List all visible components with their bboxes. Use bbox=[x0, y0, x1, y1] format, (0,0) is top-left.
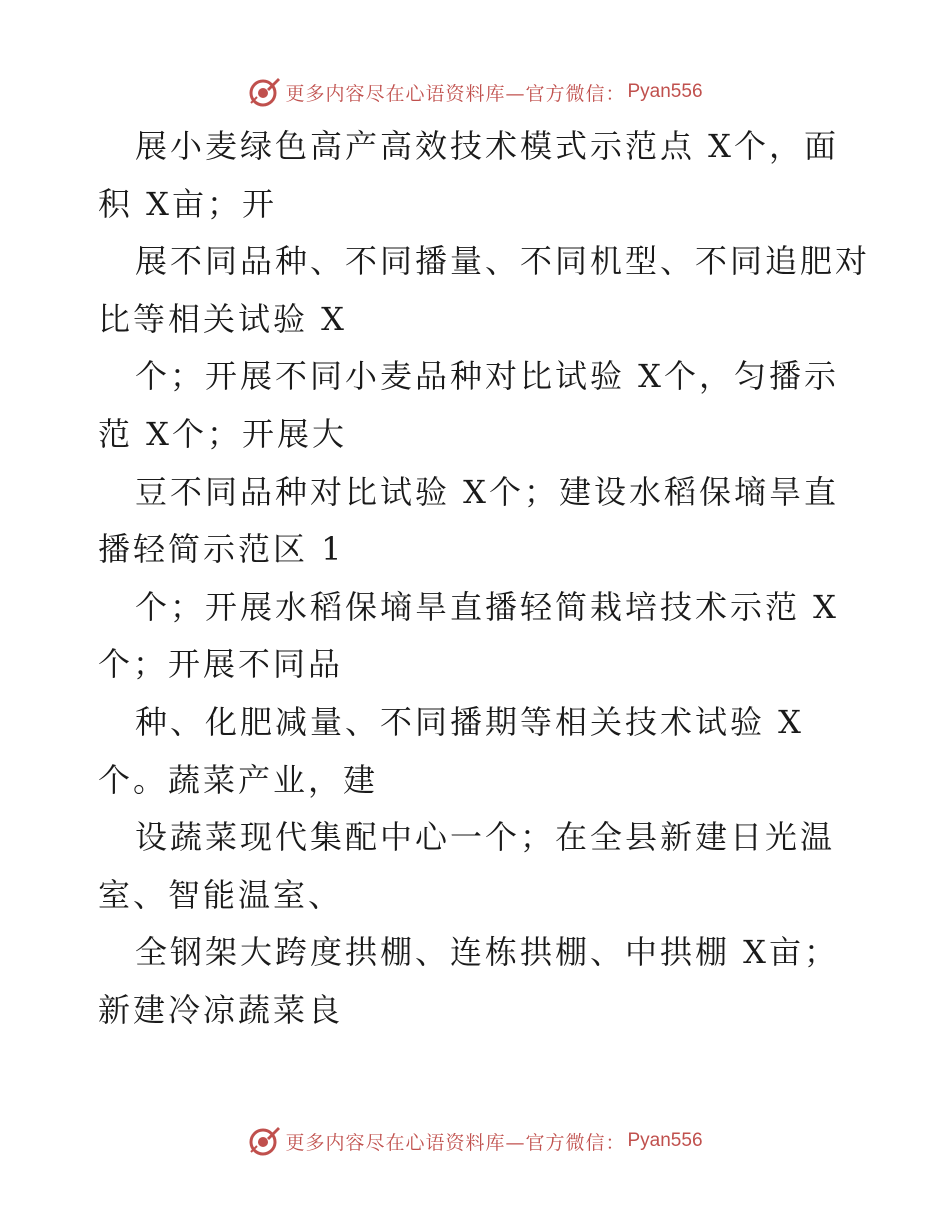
footer-watermark bbox=[0, 1121, 950, 1161]
body-line: 个。蔬菜产业，建 bbox=[98, 760, 379, 799]
watermark-text: 更多内容尽在心语资料库—官方微信： bbox=[285, 82, 626, 105]
body-line: 展不同品种、不同播量、不同机型、不同追肥对 bbox=[135, 242, 871, 281]
header-watermark bbox=[0, 72, 950, 112]
body-line: 全钢架大跨度拱棚、连栋拱棚、中拱棚 X亩； bbox=[135, 933, 839, 972]
body-line: 种、化肥减量、不同播期等相关技术试验 X bbox=[135, 702, 804, 741]
body-line: 豆不同品种对比试验 X个；建设水稻保墒旱直 bbox=[135, 472, 839, 511]
watermark-text: 更多内容尽在心语资料库—官方微信： bbox=[285, 1131, 626, 1154]
document-body bbox=[98, 118, 871, 1040]
body-line: 新建冷凉蔬菜良 bbox=[98, 990, 344, 1029]
logo-icon bbox=[247, 1124, 281, 1158]
body-line: 室、智能温室、 bbox=[98, 875, 344, 914]
body-line: 个；开展不同品 bbox=[98, 645, 344, 684]
logo-icon bbox=[247, 75, 281, 109]
watermark-account: Pyan556 bbox=[627, 1130, 703, 1151]
body-line: 比等相关试验 X bbox=[98, 299, 347, 338]
body-line: 播轻简示范区 1 bbox=[98, 530, 345, 569]
body-line: 个；开展水稻保墒旱直播轻简栽培技术示范 X bbox=[135, 587, 839, 626]
watermark-account: Pyan556 bbox=[627, 81, 703, 102]
body-line: 个；开展不同小麦品种对比试验 X个，匀播示 bbox=[135, 357, 839, 396]
body-line: 范 X个；开展大 bbox=[98, 414, 347, 453]
body-line: 设蔬菜现代集配中心一个；在全县新建日光温 bbox=[135, 818, 836, 857]
body-line: 展小麦绿色高产高效技术模式示范点 X个，面 bbox=[135, 127, 839, 165]
body-line: 积 X亩；开 bbox=[98, 184, 277, 223]
